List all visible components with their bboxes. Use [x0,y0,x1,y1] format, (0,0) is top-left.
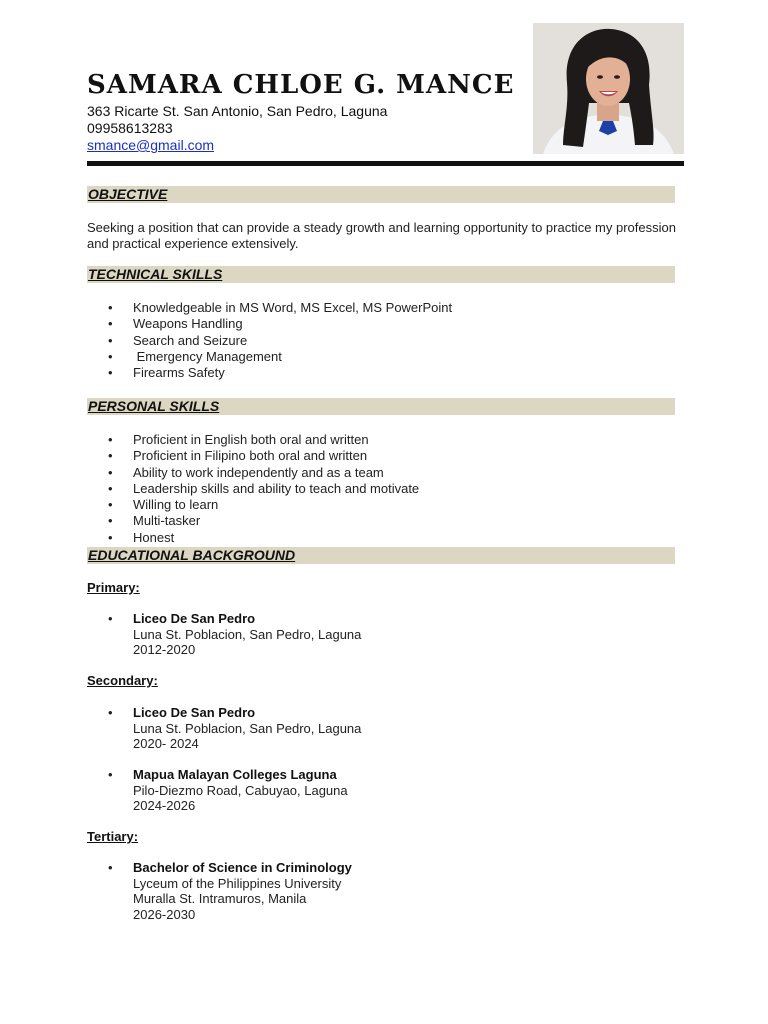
secondary-label: Secondary: [87,673,158,688]
school-years: 2026-2030 [133,907,196,923]
technical-skills-heading: TECHNICAL SKILLS [88,266,223,282]
school-address: Pilo-Diezmo Road, Cabuyao, Laguna [133,782,348,798]
list-item: • Proficient in English both oral and written [87,432,419,448]
education-heading: EDUCATIONAL BACKGROUND [88,547,296,563]
school-years: 2024-2026 [133,798,196,814]
list-item: • Firearms Safety [87,365,452,381]
school-address: Luna St. Poblacion, San Pedro, Laguna [133,720,362,736]
profile-photo [533,23,684,154]
education-entry [87,705,361,752]
personal-skills-section-bar [87,398,675,415]
education-entry [87,860,352,923]
primary-label: Primary: [87,580,140,595]
list-item: • Willing to learn [87,497,419,513]
school-address: Muralla St. Intramuros, Manila [133,891,307,907]
school-institution: Lyceum of the Philippines University [133,875,342,891]
objective-heading: OBJECTIVE [88,186,168,202]
applicant-name: SAMARA CHLOE G. MANCE [87,70,515,100]
school-name: Liceo De San Pedro [133,611,256,626]
bullet-dot-icon: • [108,767,113,782]
bullet-dot-icon: • [108,705,113,720]
phone-text: 09958613283 [87,120,173,136]
school-years: 2012-2020 [133,642,196,658]
list-item: • Proficient in Filipino both oral and written [87,448,419,464]
list-item: • Emergency Management [87,349,452,365]
list-item: • Weapons Handling [87,316,452,332]
bullet-dot-icon: • [108,860,113,875]
education-section-bar [87,547,675,564]
list-item: • Knowledgeable in MS Word, MS Excel, MS PowerPoint [87,300,452,316]
technical-skills-list [87,300,452,381]
personal-skills-heading: PERSONAL SKILLS [88,398,220,414]
address-text: 363 Ricarte St. San Antonio, San Pedro, Laguna [87,103,388,119]
school-years: 2020- 2024 [133,736,199,752]
list-item: • Multi-tasker [87,513,419,529]
list-item: • Leadership skills and ability to teach and motivate [87,481,419,497]
list-item: • Ability to work independently and as a team [87,465,419,481]
education-entry [87,767,348,814]
school-name: Mapua Malayan Colleges Laguna [133,767,337,782]
objective-text: Seeking a position that can provide a steady growth and learning opportunity to practice my profession and practical experience extensively. [87,220,676,251]
education-entry [87,611,361,658]
list-item: • Search and Seizure [87,333,452,349]
tertiary-label: Tertiary: [87,829,139,844]
objective-section-bar [87,186,675,203]
school-address: Luna St. Poblacion, San Pedro, Laguna [133,626,362,642]
bullet-dot-icon: • [108,611,113,626]
school-name: Liceo De San Pedro [133,705,256,720]
header-divider [87,161,684,166]
list-item: • Honest [87,530,419,546]
technical-skills-section-bar [87,266,675,283]
portrait-illustration [533,23,684,154]
email-link[interactable]: smance@gmail.com [87,137,215,153]
personal-skills-list [87,432,419,546]
degree-name: Bachelor of Science in Criminology [133,860,352,875]
